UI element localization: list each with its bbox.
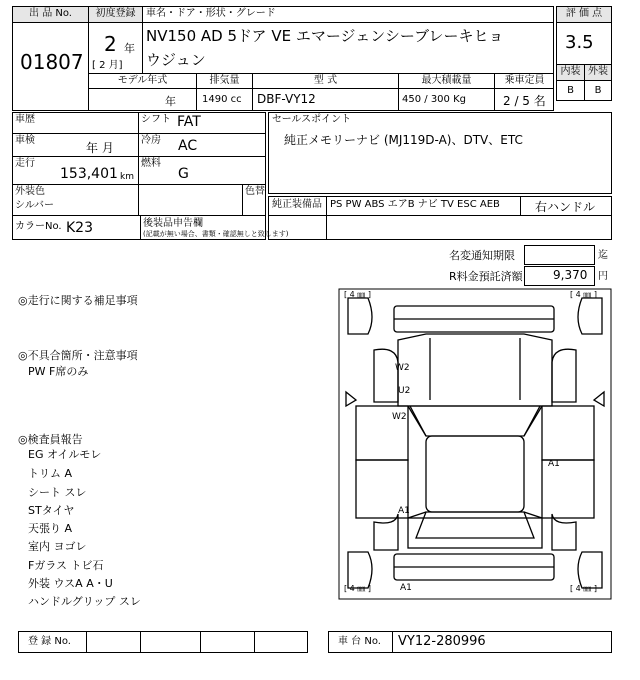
damage-mark: A1 xyxy=(400,583,412,593)
chassis-value: VY12-280996 xyxy=(398,634,486,649)
sales-point-label: セールスポイント xyxy=(272,114,352,125)
after-note: (記載が無い場合、書類・確認無しと致します) xyxy=(143,230,289,238)
max-load-label: 最大積載量 xyxy=(421,75,472,86)
model-year-label: モデル年式 xyxy=(117,75,168,86)
exterior-color-value: シルバー xyxy=(15,200,55,211)
damage-mark: W2 xyxy=(392,412,407,422)
ac-value: AC xyxy=(178,138,198,154)
reg-no-label: 登 録 No. xyxy=(28,636,71,647)
first-reg-label: 初度登録 xyxy=(89,7,142,22)
corner-label-tl: [ 4 ㎜ ] xyxy=(344,290,371,299)
history-label: 車歴 xyxy=(15,114,35,125)
shift-label: シフト xyxy=(141,114,171,125)
lot-no-label: 出 品 No. xyxy=(13,7,88,22)
inspector-line: 外装 ウスA A・U xyxy=(28,577,113,590)
mileage-value: 153,401 xyxy=(60,166,118,182)
car-name-line1: NV150 AD 5ドア VE エマージェンシーブレーキヒョ xyxy=(146,27,504,45)
damage-mark: A1 xyxy=(398,506,410,516)
corner-label-bl: [ 4 ㎜ ] xyxy=(344,584,371,593)
damage-mark: A1 xyxy=(548,459,560,469)
standard-equip-value: PS PW ABS エアB ナビ TV ESC AEB xyxy=(330,199,500,210)
inspector-line: EG オイルモレ xyxy=(28,448,102,461)
steering: 右ハンドル xyxy=(535,200,596,214)
standard-equip-label: 純正装備品 xyxy=(272,199,322,210)
interior-label: 内装 xyxy=(557,65,584,80)
name-label: 車名・ドア・形状・グレード xyxy=(146,8,276,19)
shift-value: FAT xyxy=(177,114,201,130)
first-reg-year: 2 xyxy=(104,32,117,56)
inspector-line: トリム A xyxy=(28,467,73,480)
inspection-value: 年 月 xyxy=(86,141,114,155)
year-suffix: 年 xyxy=(124,42,135,55)
interior-grade: B xyxy=(567,85,574,96)
lot-no: 01807 xyxy=(20,50,84,74)
displacement-value: 1490 cc xyxy=(202,94,242,105)
defect-title: ◎不具合箇所・注意事項 xyxy=(18,349,138,362)
inspector-line: 室内 ヨゴレ xyxy=(28,540,87,553)
capacity-label: 乗車定員 xyxy=(504,75,545,86)
sales-point-value: 純正メモリーナビ (MJ119D-A)、DTV、ETC xyxy=(284,133,523,147)
exterior-grade: B xyxy=(594,85,602,96)
inspector-title: ◎検査員報告 xyxy=(18,433,83,446)
name-change-box xyxy=(524,245,595,265)
recycle-label: R料金預託済額 xyxy=(449,270,523,283)
inspector-line: 天張り A xyxy=(28,522,73,535)
defect-line: PW F席のみ xyxy=(28,365,89,378)
inspector-line: STタイヤ xyxy=(28,504,75,517)
corner-label-tr: [ 4 ㎜ ] xyxy=(570,290,597,299)
fuel-label: 燃料 xyxy=(141,158,161,169)
model-year-value: 年 xyxy=(165,95,176,108)
exterior-label: 外装 xyxy=(585,65,611,80)
mileage-unit: km xyxy=(120,172,134,182)
model-value: DBF-VY12 xyxy=(257,92,316,106)
mileage-label: 走行 xyxy=(15,158,35,169)
inspector-line: ハンドルグリップ スレ xyxy=(28,595,141,608)
model-label: 型 式 xyxy=(313,75,338,86)
score-label: 評 価 点 xyxy=(557,7,611,22)
score-value: 3.5 xyxy=(565,32,594,53)
damage-mark: U2 xyxy=(398,386,411,396)
driving-title: ◎走行に関する補足事項 xyxy=(18,294,138,307)
after-label: 後装品申告欄 xyxy=(143,218,203,229)
name-change-suffix: 迄 xyxy=(598,250,608,261)
color-change-label: 色替 xyxy=(245,186,265,197)
ac-label: 冷房 xyxy=(141,135,161,146)
inspector-line: シート スレ xyxy=(28,486,87,499)
recycle-value: 9,370 xyxy=(553,268,588,282)
capacity-value: 2 / 5 名 xyxy=(503,94,546,108)
max-load-value: 450 / 300 Kg xyxy=(402,94,466,105)
color-no-label: カラーNo. xyxy=(15,221,62,232)
color-no-value: K23 xyxy=(66,220,93,236)
fuel-value: G xyxy=(178,166,189,182)
damage-mark: W2 xyxy=(395,363,410,373)
car-damage-diagram xyxy=(338,288,612,600)
corner-label-br: [ 4 ㎜ ] xyxy=(570,584,597,593)
name-change-label: 名変通知期限 xyxy=(449,249,515,262)
chassis-label: 車 台 No. xyxy=(338,636,381,647)
exterior-color-label: 外装色 xyxy=(15,186,45,197)
inspection-label: 車検 xyxy=(15,135,35,146)
car-name-line2: ウジュン xyxy=(146,51,206,69)
first-reg-month: [ 2 月] xyxy=(92,60,123,71)
displacement-label: 排気量 xyxy=(209,75,240,86)
recycle-unit: 円 xyxy=(598,271,608,282)
inspector-line: Fガラス トビ石 xyxy=(28,559,104,572)
